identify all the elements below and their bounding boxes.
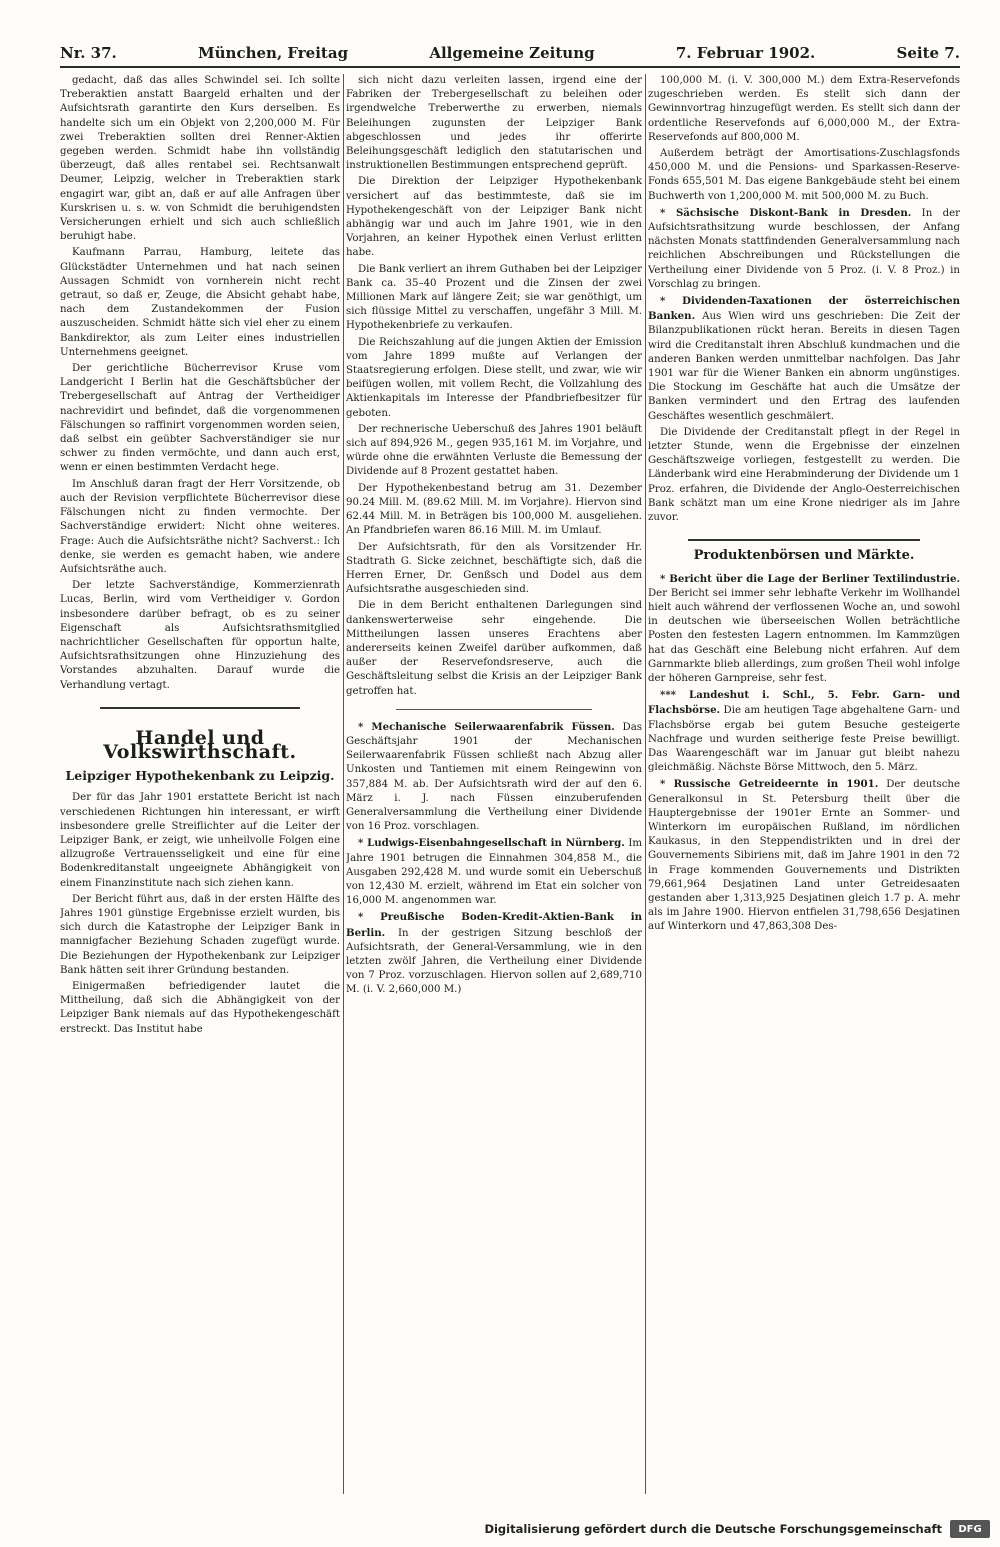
news-item — [648, 688, 960, 775]
item-text: Aus Wien wird uns geschrieben: Die Zeit der Bilanzpublikationen rückt heran. Bereits in diesen Tagen wird die Creditanstalt ihren Abschluß kundmachen und die anderen Banken werden unmittelbar nachfolgen. Das Jahr 1901 war für die Wiener Banken ein abnorm ungünstiges. Die Stockung im Geschäfte hat auch die Umsätze der Banken vermindert und den Ertrag des laufenden Geschäftes wesentlich geschmälert. — [648, 311, 960, 422]
paragraph: Im Anschluß daran fragt der Herr Vorsitzende, ob auch der Revision verpflichtete Bücherrevisor diese Fälschungen nicht zu finden vermochte. Der Sachverständige erwidert: Nicht ohne weiteres. Frage: Auch die Aufsichtsräthe nicht? Sachverst.: Ich denke, sie werden es gemacht haben, wie andere Aufsichtsräthe auch. — [60, 478, 340, 575]
issue-date: 7. Februar 1902. — [675, 44, 816, 62]
dfg-logo: DFG — [950, 1520, 990, 1538]
paragraph: Kaufmann Parrau, Hamburg, leitete das Glückstädter Unternehmen und hat nach seinen Aussagen Schmidt von vornherein nicht recht getraut, so daß er, Zeuge, die Absicht gehabt habe, nach dem Zustandekommen der Fusion auszuscheiden. Schmidt hätte sich viel eher zu einem Bankdirektor, als zum Leiter eines industriellen Unternehmens geeignet. — [60, 247, 340, 358]
news-item — [648, 206, 960, 292]
item-heading: *** Landeshut i. Schl., 5. Febr. Garn- und Flachsbörse. — [648, 689, 960, 717]
place-day: München, Freitag — [198, 44, 349, 62]
paragraph: Der rechnerische Ueberschuß des Jahres 1901 beläuft sich auf 894,926 M., gegen 935,161 M. im Vorjahre, und würde ohne die erwähnten Verluste die Bemessung der Dividende auf 8 Prozent gestattet haben. — [346, 423, 642, 478]
item-heading: * Mechanische Seilerwaarenfabrik Füssen. — [358, 720, 615, 733]
news-item — [346, 720, 642, 835]
paragraph: Die Direktion der Leipziger Hypothekenbank versichert auf das bestimmteste, daß sie im Hypothekengeschäft von der Leipziger Bank nicht abhängig war und auch im Jahre 1901, wie in den Vorjahren, an keiner Hypothek einen Verlust erlitten habe. — [346, 176, 642, 259]
news-item — [648, 294, 960, 424]
item-text: Der Bericht sei immer sehr lebhafte Verkehr im Wollhandel hielt auch während der verflossenen Woche an, und sowohl in deutschen wie überseeischen Wollen beträchtliche Posten den festesten Lagern entnommen. Im Kammzügen hat das Geschäft eine Belebung nicht erfahren. Auf dem Garnmarkte blieb allerdings, zum großen Theil wohl infolge der höheren Garnpreise, sehr fest. — [648, 587, 960, 684]
column-rule — [343, 74, 344, 1494]
item-divider — [396, 709, 592, 710]
item-text: Der deutsche Generalkonsul in St. Petersburg theilt über die Hauptergebnisse der 1901er Ernte an Sommer- und Winterkorn im europäischen Rußland, im nördlichen Kaukasus, in den Steppendistrikten und in drei der Gouvernements Sibiriens mit, daß im Jahre 1901 in den 72 in Frage kommenden Gouvernements und Distrikten 79,661,964 Desjatinen Land unter Getreidesaaten gestanden aber 1,313,925 Desjatinen gleich 1.7 p. A. mehr als im Jahre 1900. Hiervon entfielen 31,798,656 Desjatinen auf Winterkorn und 47,863,308 Des- — [648, 779, 960, 933]
paragraph: Die Reichszahlung auf die jungen Aktien der Emission vom Jahre 1899 mußte auf Verlangen der Staatsregierung erfolgen. Diese stellt, und zwar, wie wir beifügen wollen, mit vollem Recht, die Vollzahlung des Aktienkapitals im Interesse der Pfandbriefbesitzer für geboten. — [346, 336, 642, 419]
section-divider — [688, 539, 920, 541]
paragraph: Außerdem beträgt der Amortisations-Zuschlagsfonds 450,000 M. und die Pensions- und Sparkassen-Reserve-Fonds 655,501 M. Das eigene Bankgebäude steht bei einem Buchwerth von 1,200,000 M. mit 500,000 M. zu Buch. — [648, 148, 960, 202]
news-item — [346, 910, 642, 997]
item-heading: * Sächsische Diskont-Bank in Dresden. — [660, 206, 912, 219]
item-text: Die am heutigen Tage abgehaltene Garn- und Flachsbörse ergab bei gutem Besuche gesteigerte Nachfrage und wurden seitherige feste Preise bewilligt. Das Waarengeschäft war im Januar gut bleibt nahezu gleichmäßig. Nächste Börse Mittwoch, den 5. März. — [648, 705, 960, 774]
paragraph: Einigermaßen befriedigender lautet die Mittheilung, daß sich die Abhängigkeit von der Leipziger Bank niemals auf das Hypothekengeschäft erstreckt. Das Institut habe — [60, 980, 340, 1035]
paragraph: Der Aufsichtsrath, für den als Vorsitzender Hr. Stadtrath G. Sicke zeichnet, beschäftigte sich, daß die Herren Erner, Dr. Genßsch und Dodel aus dem Aufsichtsrathe ausgeschieden sind. — [346, 541, 642, 596]
article-title: Leipziger Hypothekenbank zu Leipzig. — [65, 768, 335, 784]
paragraph: 100,000 M. (i. V. 300,000 M.) dem Extra-Reservefonds zugeschrieben werden. Es stellt sich dann der Gewinnvortrag hinzugefügt werden. Es stellt sich dann der ordentliche Reservefonds auf 6,000,000 M., der Extra-Reservefonds auf 800,000 M. — [648, 75, 960, 143]
item-heading: * Bericht über die Lage der Berliner Textilindustrie. — [660, 572, 960, 585]
paragraph: sich nicht dazu verleiten lassen, irgend eine der Fabriken der Trebergesellschaft zu beleihen oder irgendwelche Treberwerthe zu erwerben, niemals Beleihungen zugunsten der Leipziger Bank abgeschlossen und jedes ihr offerirte Beleihungsgeschäft lediglich den statutarischen und instruktionellen Bestimmungen entsprechend geprüft. — [346, 75, 642, 172]
item-text: In der gestrigen Sitzung beschloß der Aufsichtsrath, der General-Versammlung, wie in den letzten zwölf Jahren, die Vertheilung einer Dividende von 7 Proz. vorzuschlagen. Hiervon sollen auf 2,689,710 M. (i. V. 2,660,000 M.) — [346, 927, 642, 996]
news-item — [346, 836, 642, 908]
section-title: Produktenbörsen und Märkte. — [693, 548, 915, 564]
section-divider — [100, 707, 300, 709]
section-title: Handel und Volkswirthschaft. — [103, 726, 297, 763]
paragraph: Der Bericht führt aus, daß in der ersten Hälfte des Jahres 1901 günstige Ergebnisse erzielt wurden, bis sich durch die Katastrophe der Leipziger Bank in mannigfacher Beziehung Schaden zugefügt wurde. Die Beziehungen der Hypothekenbank zur Leipziger Bank hätten seit ihrer Gründung bestanden. — [60, 893, 340, 976]
item-heading: * Ludwigs-Eisenbahngesellschaft in Nürnberg. — [358, 837, 625, 850]
paragraph: Die Dividende der Creditanstalt pflegt in der Regel in letzter Stunde, wenn die Ergebnisse der einzelnen Geschäftszweige vorliegen, festgestellt zu werden. Die Länderbank wird eine Herabminderung der Dividende um 1 Proz. erfahren, die Dividende der Anglo-Oesterreichischen Bank schätzt man um eine Krone niedriger als im Jahre zuvor. — [648, 426, 960, 524]
news-item — [648, 572, 960, 687]
news-item — [648, 777, 960, 934]
paragraph: Der Hypothekenbestand betrug am 31. Dezember 90.24 Mill. M. (89.62 Mill. M. im Vorjahre). Hiervon sind 62.44 Mill. M. in Beträgen bis 100,000 M. ausgeliehen. An Pfandbriefen waren 86.16 Mill. M. im Umlauf. — [346, 482, 642, 537]
issue-number: Nr. 37. — [60, 44, 117, 62]
paragraph: Der gerichtliche Bücherrevisor Kruse vom Landgericht I Berlin hat die Geschäftsbücher der Trebergesellschaft auf Antrag der Vertheidiger nachrevidirt und befindet, daß die vorgenommenen Fälschungen so raffinirt vorgenommen worden seien, daß selbst ein geübter Sachverständiger sie nur schwer zu finden vermöchte, und dann auch erst, wenn er einen bestimmten Verdacht hege. — [60, 363, 340, 474]
item-heading: * Preußische Boden-Kredit-Aktien-Bank in Berlin. — [346, 911, 642, 939]
paragraph: Der für das Jahr 1901 erstattete Bericht ist nach verschiedenen Richtungen hin interessant, er wirft insbesondere grelle Streiflichter auf die Leiter der Leipziger Bank, er zeigt, wie unheilvolle Folgen eine allzugroße Vertrauensseligkeit und eine für eine Bodenkreditanstalt ungeeignete Abhängigkeit von einem Finanzinstitute nach sich ziehen kann. — [60, 792, 340, 889]
digitization-footer — [0, 1514, 1000, 1544]
paragraph: Die Bank verliert an ihrem Guthaben bei der Leipziger Bank ca. 35–40 Prozent und die Zinsen der zwei Millionen Mark auf längere Zeit; sie war genöthigt, um sich flüssige Mittel zu verschaffen, ungefähr 3 Mill. M. Hypothekenbriefe zu verkaufen. — [346, 263, 642, 332]
column-3 — [648, 74, 960, 1514]
item-text: Im Jahre 1901 betrugen die Einnahmen 304,858 M., die Ausgaben 292,428 M. und wurde somit ein Ueberschuß von 12,430 M. erzielt, während im Etat ein solcher von 16,000 M. angenommen war. — [346, 838, 642, 907]
page-header — [60, 42, 960, 64]
item-text: In der Aufsichtsrathsitzung wurde beschlossen, der Anfang nächsten Monats stattfindenden Generalversammlung nach reichlichen Abschreibungen und Rückstellungen die Vertheilung einer Dividende von 5 Proz. (i. V. 8 Proz.) in Vorschlag zu bringen. — [648, 207, 960, 290]
paragraph: Die in dem Bericht enthaltenen Darlegungen sind dankenswerterweise sehr eingehende. Die Mittheilungen lassen unseres Erachtens aber andererseits keinen Zweifel darüber aufkommen, daß außer der Reservefondsreserve, auch die Geschäftsleitung selbst die Krisis an der Leipziger Bank getroffen hat. — [346, 600, 642, 697]
footer-credit: Digitalisierung gefördert durch die Deutsche Forschungsgemeinschaft — [484, 1522, 942, 1536]
newspaper-title: Allgemeine Zeitung — [429, 44, 595, 62]
column-2 — [346, 74, 642, 1514]
item-heading: * Dividenden-Taxationen der österreichischen Banken. — [648, 295, 960, 323]
column-rule — [645, 74, 646, 1494]
paragraph: gedacht, daß das alles Schwindel sei. Ich sollte Treberaktien anstatt Baargeld erhalten und der Aufsichtsrath garantirte den Kurs derselben. Es handelte sich um ein Objekt von 2,200,000 M. Für zwei Treberaktien sollten drei Renner-Aktien gegeben werden. Schmidt habe ihn vollständig überzeugt, daß alles rentabel sei. Rechtsanwalt Deumer, Leipzig, welcher in Treberaktien stark engagirt war, gibt an, daß er auf alle Anfragen über Kurskrisen u. s. w. von Schmidt die beruhigendsten Versicherungen erhielt und sich auch schließlich beruhigt habe. — [60, 75, 340, 243]
item-text: Das Geschäftsjahr 1901 der Mechanischen Seilerwaarenfabrik Füssen schließt nach Abzug aller Unkosten und Tantiemen mit einem Reingewinn von 357,884 M. ab. Der Aufsichtsrath wird der auf den 6. März i. J. nach Füssen einzuberufenden Generalversammlung die Vertheilung einer Dividende von 16 Proz. vorschlagen. — [346, 721, 642, 833]
page-number: Seite 7. — [896, 44, 960, 62]
header-rule — [60, 66, 960, 68]
paragraph: Der letzte Sachverständige, Kommerzienrath Lucas, Berlin, wird vom Vertheidiger v. Gordon insbesondere darüber befragt, ob es zu seiner Eigenschaft als Aufsichtsrathsmitglied nachrichtlicher Gesellschaften für opportun halte, Aufsichtsrathsitzungen ohne Hinzuziehung des Vorstandes abzuhalten. Darauf wurde die Verhandlung vertagt. — [60, 580, 340, 691]
column-1 — [60, 74, 340, 1514]
item-heading: * Russische Getreideernte in 1901. — [660, 778, 879, 791]
